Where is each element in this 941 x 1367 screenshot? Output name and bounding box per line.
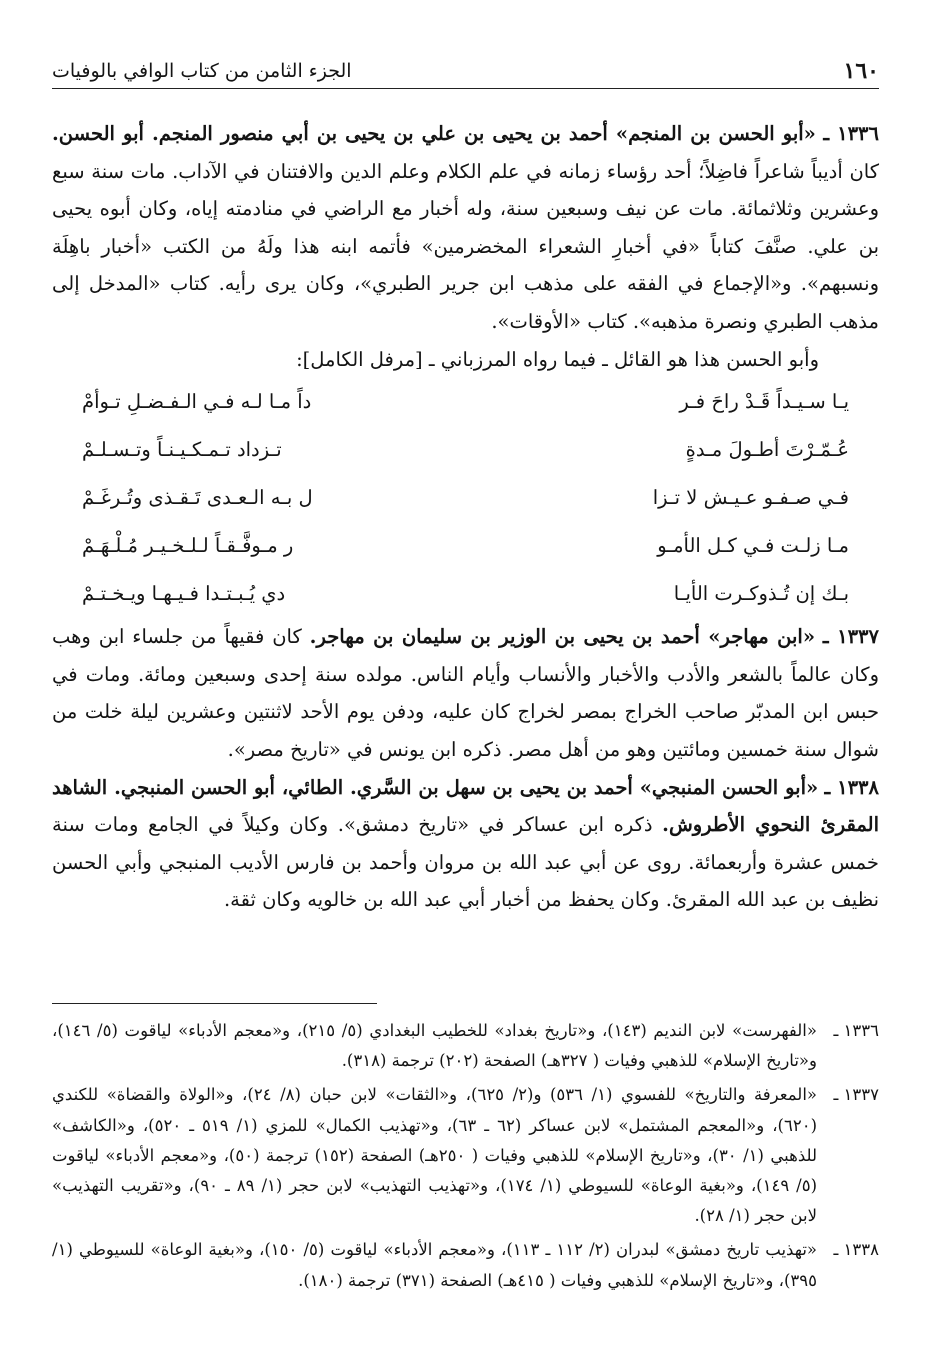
main-text (52, 115, 879, 919)
footnote-text: «المعرفة والتاريخ» للفسوي (١/ ٥٣٦) و(٢/ ٦٢٥)، و«الثقات» لابن حبان (٨/ ٢٤)، و«الولاة والقضاة» للكندي (٦٢٠)، و«المعجم المشتمل» لابن عساكر (٦٢ ـ ٦٣)، و«تهذيب الكمال» للمزي (١/ ٥١٩ ـ ٥٢٠)، و«الكاشف» للذهبي (١/ ٣٠)، و«تاريخ الإسلام» للذهبي وفيات ( ٢٥٠هـ) الصفحة (١٥٢) ترجمة (٥٠)، و«معجم الأدباء» لياقوت (٥/ ١٤٩)، و«بغية الوعاة» للسيوطي (١/ ١٧٤)، و«تهذيب التهذيب» لابن حجر (١/ ٨٩ ـ ٩٠)، و«تقريب التهذيب» لابن حجر (١/ ٢٨). (52, 1085, 818, 1226)
entry-1336 (52, 115, 879, 618)
entry-title: «أبو الحسن بن المنجم» أحمد بن يحيى بن علي بن يحيى بن أبي منصور المنجم. أبو الحسن. (52, 122, 816, 145)
entry-text: كان أديباً شاعراً فاضِلاً؛ أحد رؤساء زمانه في علم الكلام وعلم الدين والافتنان في الآداب. مات سنة سبع وعشرين وثلاثمائة. مات عن نيف وسبعين سنة، وله أخبار مع الراضي في منادمته إياه، وكان أبوه يحيى بن علي. صنَّفَ كتاباً «في أخبارِ الشعراء المخضرمين» فأتمه ابنه هذا ولَهُ من الكتب «أخبار باهِلَة ونسبهم». و«الإجماع في الفقه على مذهب ابن جرير الطبري»، وكان يرى رأيه. كتاب «المدخل إلى مذهب الطبري ونصرة مذهبه». كتاب «الأوقات». (52, 159, 879, 333)
verse-second-hemistich: ر مـوفَّـقـاً لـلـخـيـر مُـلْـهَـمْ (82, 534, 294, 558)
footnote (52, 1235, 879, 1295)
footnote-text: «تهذيب تاريخ دمشق» لبدران (٢/ ١١٢ ـ ١١٣)، و«معجم الأدباء» لياقوت (٥/ ١٥٠)، و«بغية الوعاة» للسيوطي (١/ ٣٩٥)، و«تاريخ الإسلام» للذهبي وفيات ( ٤١٥هـ) الصفحة (٣٧١) ترجمة (١٨٠). (52, 1240, 818, 1290)
footnote-number: ١٣٣٨ ـ (833, 1240, 879, 1260)
verse-second-hemistich: تـزداد تـمـكـيـنـاً وتـسـلـمْ (82, 438, 282, 462)
page-header (52, 56, 879, 89)
footnote-number: ١٣٣٦ ـ (833, 1021, 879, 1040)
entry-text: كان فقيهاً من جلساء ابن وهب وكان عالماً بالشعر والأدب والأخبار والأنساب وأيام الناس. مولده سنة إحدى وسبعين ومائة. ومات في حبس ابن المدبّر صاحب الخراج بمصر لخراج كان عليه، ودفن يوم الأحد لاثنتين وعشرين ليلة خلت من شوال سنة خمسين ومائتين وهو من أهل مصر. ذكره ابن يونس في «تاريخ مصر». (52, 625, 879, 761)
entry-title: «أبو الحسن المنبجي» أحمد بن يحيى بن سهل بن السَّري. الطائي، أبو الحسن المنبجي. الشاهد المقرئ النحوي الأطروش. (52, 775, 880, 837)
poem-verse (82, 570, 849, 618)
poem-verse (82, 522, 849, 570)
poem (52, 378, 879, 618)
verse-first-hemistich: مـا زلـت فـي كـل الأمـو (657, 534, 849, 558)
page-number: ١٦٠ (843, 58, 879, 84)
footnote (52, 1080, 879, 1231)
entry-number: ١٣٣٧ ـ (822, 625, 879, 649)
footnote (52, 1016, 879, 1076)
footnote-number: ١٣٣٧ ـ (833, 1085, 879, 1105)
verse-second-hemistich: دي يُـبـتـدا فـيـهـا ويـخـتـمْ (82, 582, 286, 606)
footnote-text: «الفهرست» لابن النديم (١٤٣)، و«تاريخ بغداد» للخطيب البغدادي (٥/ ٢١٥)، و«معجم الأدباء» لياقوت (٥/ ١٤٦)، و«تاريخ الإسلام» للذهبي وفيات ( ٣٢٧هـ) الصفحة (٢٠٢) ترجمة (٣١٨). (52, 1021, 817, 1071)
entry-1338 (52, 769, 879, 919)
entry-paragraph (52, 769, 879, 919)
verse-first-hemistich: عُـمّـرْتَ أطـولَ مـدةٍ (685, 438, 849, 462)
entry-text: ذكره ابن عساكر في «تاريخ دمشق». وكان وكيلاً في الجامع ومات سنة خمس عشرة وأربعمائة. روى عن أبي عبد الله بن مروان وأحمد بن فارس الأديب المنبجي وأبي الحسن نظيف بن عبد الله المقرئ. وكان يحفظ من أخبار أبي عبد الله بن خالويه وكان ثقة. (52, 813, 879, 912)
verse-first-hemistich: يـا سـيـداً قَـدْ راحَ فـر (679, 390, 849, 414)
entry-title: «ابن مهاجر» أحمد بن يحيى بن الوزير بن سليمان بن مهاجر. (309, 625, 816, 649)
running-title: الجزء الثامن من كتاب الوافي بالوفيات (52, 60, 352, 82)
entry-1337 (52, 618, 879, 768)
footnote-divider (52, 1003, 377, 1004)
poem-intro: وأبو الحسن هذا هو القائل ـ فيما رواه المرزباني ـ [مرفل الكامل]: (296, 347, 819, 371)
verse-first-hemistich: فـي صـفـو عـيـش لا تـزا (652, 486, 849, 510)
verse-second-hemistich: داً مـا لـه فـي الـفـضـلِ تـوأمْ (82, 390, 312, 414)
entry-number: ١٣٣٦ ـ (823, 122, 879, 145)
poem-verse (82, 378, 849, 426)
verse-first-hemistich: بـك إن تُـذوكـرت الأيـا (673, 582, 849, 606)
entry-paragraph (52, 115, 879, 341)
entry-number: ١٣٣٨ ـ (824, 775, 879, 799)
footnotes (52, 1016, 879, 1300)
poem-verse (82, 474, 849, 522)
verse-second-hemistich: ل بـه الـعـدى تَـقـذى وتُـرغَـمْ (82, 486, 313, 510)
poem-verse (82, 426, 849, 474)
entry-paragraph (52, 618, 879, 768)
